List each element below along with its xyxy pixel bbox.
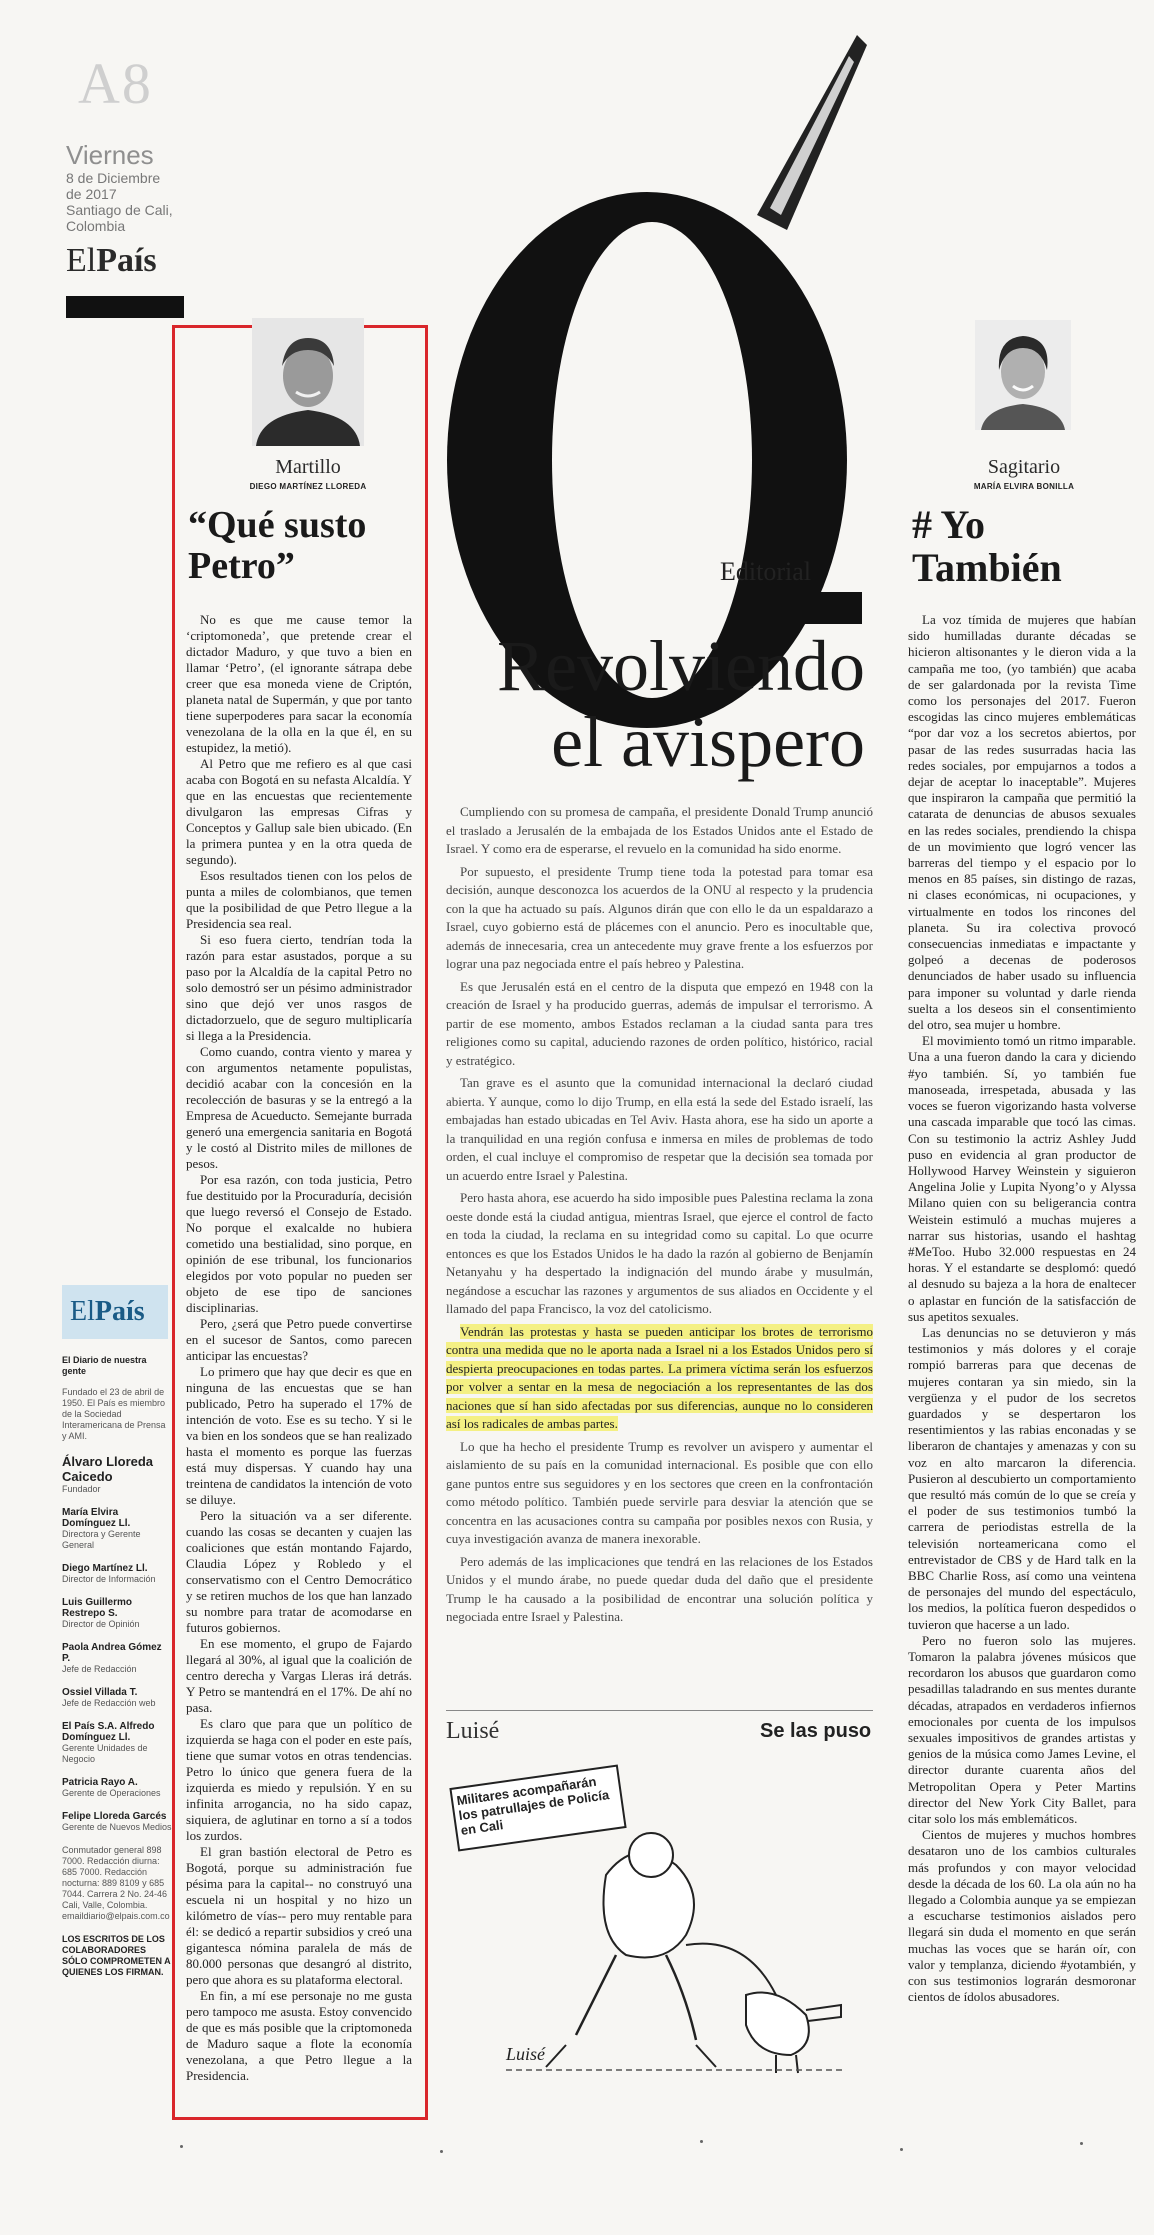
person-role: Director de Opinión — [62, 1619, 140, 1629]
highlighted-text: Vendrán las protestas y hasta se pueden anticipar los brotes de terrorismo contra una medida que no le aporta nada a Israel ni a los Estados Unidos pero sí despierta preocupaciones en todas partes. La primera víctima serán los esfuerzos por volver a sentar en la mesa de negociación a los representantes de las dos naciones que sí han sido afectadas por sus diferencias, aunque no lo consideren así los radicales de ambas partes. — [446, 1323, 873, 1431]
logo-prefix: El — [70, 1296, 95, 1327]
scan-mark — [700, 2140, 703, 2143]
publication-day: Viernes — [66, 140, 154, 170]
person-name: María Elvira Domínguez Ll. — [62, 1507, 131, 1529]
columnist-photo — [975, 320, 1071, 430]
logo-prefix: El — [66, 242, 97, 279]
editorial-paragraph: Cumpliendo con su promesa de campaña, el presidente Donald Trump anunció el traslado a Jerusalén de la embajada de los Estados Unidos ante el Estado de Israel. Y como era de esperarse, el revuelo en la comunidad ha sido enorme. — [446, 804, 873, 856]
body-paragraph: Pero no fueron solo las mujeres. Tomaron la palabra jóvenes músicos que recordaron los abusos que guardaron como pesadillas taladrando en sus mentes durante décadas, atrapados en verdaderos infiernos emocionales por cuenta de los impulsos sexuales impositivos de grandes artistas y genios de la música como James Levine, el director durante cuarenta años del Metropolitan Opera y Peter Martins director del New York City Ballet, para citar solo los más emblemáticos. — [908, 1632, 1136, 1827]
publication-date — [66, 170, 176, 234]
header-bar — [66, 296, 184, 318]
editorial-label: Editorial — [720, 557, 811, 586]
column-body — [908, 612, 1136, 2005]
editorial-title — [440, 628, 865, 780]
person-name: Álvaro Lloreda Caicedo — [62, 1454, 154, 1484]
body-paragraph: Lo primero que hay que decir es que en ninguna de las encuestas que se han publicado, Petro ha superado el 17% de intención de voto. Ese es su techo. Y si le va bien en los sondeos que se han realizado hasta el momento es porque las fuerzas está muy dispersas. Y cuando hay una treintena de candidatos la intención de voto se diluye. — [186, 1364, 412, 1507]
scan-mark — [900, 2148, 903, 2151]
editorial-paragraph: Pero hasta ahora, ese acuerdo ha sido imposible pues Palestina reclama la zona oeste donde está la ciudad antigua, mientras Israel, que ejerce el control de facto en toda la ciudad, la reclama en su integridad como su capital. Lo que ocurre entonces es que los Estados Unidos le ha dado la razón al gobierno de Benjamín Netanyahu y ha despertado la indignación del mundo árabe y musulmán, negándose a escuchar las razones y argumentos de sus aliados en Occidente y el llamado del papa Francisco, la voz del catolicismo. — [446, 1190, 873, 1316]
masthead-person — [62, 1777, 172, 1799]
body-paragraph: Esos resultados tienen con los pelos de punta a miles de colombianos, que temen que la posibilidad de que Petro llegue a la Presidencia sea real. — [186, 868, 412, 931]
masthead-founding: Fundado el 23 de abril de 1950. El País es miembro de la Sociedad Interamericana de Prensa y AMI. — [62, 1387, 166, 1441]
date-line: Colombia — [66, 218, 126, 234]
masthead-person — [62, 1454, 172, 1495]
editorial-paragraph: Por supuesto, el presidente Trump tiene toda la potestad para tomar esa decisión, aunque desconozca los acuerdos de la ONU al respecto y la prudencia con la que ha actuado su país. Algunos dirán que con ello le da un espaldarazo a Israel, cuyo gobierno está de plácemes con el anuncio. Pero es inocultable que, además de innecesaria, crea un antecedente muy grave frente a los esfuerzos por lograr una paz negociada entre el país hebreo y Palestina. — [446, 863, 873, 971]
masthead-person — [62, 1642, 172, 1675]
person-name: Diego Martínez Ll. — [62, 1563, 148, 1574]
cartoon-section-title: Se las puso — [760, 1720, 872, 1742]
body-paragraph: Es claro que para que un político de izquierda se haga con el poder en este país, tiene que sumar votos en otras tendencias. Petro lo único que genera fuera de la izquierda es miedo y repulsión. Y en su infinita arrogancia, no ha sido capaz, siquiera, de aglutinar en torno a sí a todos los zurdos. — [186, 1716, 412, 1843]
scan-mark — [440, 2150, 443, 2153]
masthead — [62, 1355, 172, 1978]
body-paragraph: Como cuando, contra viento y marea y con argumentos netamente populistas, decidió acabar con la concesión en la recolección de basuras y se la entregó a la Empresa de Acueducto. Semejante burrada generó una emergencia sanitaria en Bogotá y le costó al Distrito miles de millones de pesos. — [186, 1044, 412, 1171]
column-body — [186, 612, 412, 2084]
cartoon-signature: Luisé — [506, 2044, 546, 2064]
person-role: Gerente Unidades de Negocio — [62, 1743, 148, 1764]
newspaper-logo — [66, 242, 157, 280]
scan-mark — [180, 2145, 183, 2148]
column-byline: MARÍA ELVIRA BONILLA — [973, 482, 1075, 491]
masthead-person — [62, 1687, 172, 1709]
person-role: Directora y Gerente General — [62, 1529, 141, 1550]
body-paragraph: Pero, ¿será que Petro puede convertirse en el sucesor de Santos, como parecen anticipar las encuestas? — [186, 1316, 412, 1363]
body-paragraph: Cientos de mujeres y muchos hombres desataron uno de los cambios culturales más profundos y con mayor velocidad desde la década de los 60. La ola aún no ha llegado a Colombia aunque ya se empiezan a escucharse testimonios aislados pero llegará sin duda el momento en que serán muchas las voces que se harán oír, con valor y templanza, diciendo #yotambién, y con sus testimonios lograrán desmoronar cientos de ídolos abusadores. — [908, 1827, 1136, 2005]
body-paragraph: Pero la situación va a ser diferente. cuando las cosas se decanten y cuajen las coaliciones que están montando Fajardo, Claudia López y Robledo y el conservatismo con el Centro Democrático y se retiren muchos de los que han lanzado su nombre para tratar de acomodarse en futuros gobiernos. — [186, 1508, 412, 1635]
person-role: Gerente de Nuevos Medios — [62, 1822, 172, 1832]
scan-mark — [1080, 2142, 1083, 2145]
editorial-paragraph-highlighted — [446, 1323, 873, 1434]
person-name: Paola Andrea Gómez P. — [62, 1642, 162, 1664]
editorial-bar — [752, 592, 862, 624]
column-byline: DIEGO MARTÍNEZ LLOREDA — [249, 482, 367, 491]
masthead-person — [62, 1507, 172, 1551]
editorial-title-line: Revolviendo — [497, 626, 865, 706]
logo-suffix: País — [94, 1296, 145, 1327]
editorial-title-line: el avispero — [551, 702, 865, 782]
page-number: A8 — [78, 51, 153, 116]
masthead-tagline: El Diario de nuestra gente — [62, 1355, 147, 1376]
person-name: Ossiel Villada T. — [62, 1687, 138, 1698]
editorial-body — [446, 803, 873, 1631]
columnist-portrait — [975, 320, 1071, 430]
masthead-person — [62, 1811, 172, 1833]
big-o-accent-fill — [770, 56, 854, 215]
cartoon-caption: Militares acompañarán los patrullajes de Policía en Cali — [455, 1773, 611, 1838]
body-paragraph: La voz tímida de mujeres que habían sido humilladas durante décadas se hicieron altisonantes y le dieron vida a la campaña me too, (yo también) que acaba de ser galardonada por la revista Time como los personajes del 2017. Fueron escogidas las cinco mujeres emblemáticas “por dar voz a los secretos abiertos, por pasar de las redes susurradas hacia las redes sociales, por empujarnos a todos a dejar de aceptar lo inaceptable”. Mujeres que inspiraron la campaña que permitió la catarata de denuncias de abusos sexuales en las redes sociales, prendiendo la chispa de un movimiento que logró vencer las barreras del tiempo y el espacio por lo menos en 85 países, sin distingo de razas, ni clases económicas, ni ocupaciones, y virtualmente en todos los rincones del planeta. Su ira colectiva provocó consecuencias inmediatas e impactante y golpeó a decenas de poderosos denunciados de haber usado su influencia para imponer su voluntad y darle rienda suelta a los deseos sin el consentimiento del otro, sea mujer u hombre. — [908, 612, 1136, 1033]
body-paragraph: Al Petro que me refiero es al que casi acaba con Bogotá en su nefasta Alcaldía. Y que en las encuestas que recientemente divulgaron las empresas Cifras y Conceptos y Gallup sale bien ubicado. (En la primera puntea y en la otra queda de segundo). — [186, 756, 412, 867]
editorial-paragraph: Tan grave es el asunto que la comunidad internacional la declaró ciudad abierta. Y aunque, como lo dijo Trump, en ella está la sede del Estado israelí, las embajadas han estado ubicadas en Tel Aviv. Hasta ahora, ese ha sido un aporte a la tranquilidad en una región confusa e inmersa en miles de problemas de todo orden, el cual incluye el compromiso de respetar que la decisión sea tomada por un acuerdo entre Israel y Palestina. — [446, 1075, 873, 1183]
cartoonist-name: Luisé — [446, 1718, 500, 1744]
date-line: Santiago de Cali, — [66, 202, 173, 218]
person-name: Luis Guillermo Restrepo S. — [62, 1597, 133, 1619]
columnist-portrait — [252, 318, 364, 446]
person-role: Director de Información — [62, 1574, 156, 1584]
person-name: Felipe Lloreda Garcés — [62, 1811, 167, 1822]
masthead-logo — [62, 1285, 168, 1339]
body-paragraph: El gran bastión electoral de Petro es Bogotá, porque su administración fue pésima para la capital-- no construyó una escuela ni un hospital y no hizo un kilómetro de vías-- pero muy rentable para él: se dedicó a repartir subsidios y creó una gigantesca nómina paralela de más de 80.000 personas que desangró al distrito, pero que ahora es su plataforma electoral. — [186, 1844, 412, 1987]
body-paragraph: En fin, a mí ese personaje no me gusta pero tampoco me asusta. Estoy convencido de que es más posible que la criptomoneda de Maduro saque a flote la economía venezolana, a que Petro llegue a la Presidencia. — [186, 1988, 412, 2083]
person-role: Jefe de Redacción — [62, 1664, 137, 1674]
date-line: 8 de Diciembre — [66, 170, 161, 186]
body-paragraph: El movimiento tomó un ritmo imparable. Una a una fueron dando la cara y diciendo #yo también. Sí, yo también fue manoseada, irrespetada, abusada y las voces se fueron vigorizando hasta volverse una cascada imparable que tocó las cimas. Con su testimonio la actriz Ashley Judd puso en evidencia al gran productor de Hollywood Harvey Weinstein y siguieron Angelina Jolie y Lupita Nyong’o y Alyssa Milano quien con su beligerancia contra Weistein estimuló a muchas mujeres a narrar sus historias, usando el hashtag #MeToo. Hubo 32.000 respuestas en 24 horas. Y el estandarte se desplomó: quedó al desnudo su bajeza a la hora de enaltecer o aplastar en función de la satisfacción de sus apetitos sexuales. — [908, 1033, 1136, 1324]
headline-line: # Yo — [912, 502, 985, 547]
person-role: Fundador — [62, 1484, 101, 1494]
editorial-paragraph: Es que Jerusalén está en el centro de la disputa que empezó en 1948 con la creación de Israel y ha producido guerras, además de impulsar el terrorismo. A partir de ese momento, ambos Estados reclaman a la ciudad santa para tres religiones como su capital, aduciendo razones de orden político, histórico, racial y estratégico. — [446, 978, 873, 1068]
column-headline — [912, 503, 1137, 589]
logo-suffix: País — [96, 242, 157, 279]
masthead-person — [62, 1563, 172, 1585]
person-name: Patricia Rayo A. — [62, 1777, 138, 1788]
columnist-photo — [252, 318, 364, 446]
masthead-disclaimer: LOS ESCRITOS DE LOS COLABORADORES SÓLO COMPROMETEN A QUIENES LOS FIRMAN. — [62, 1934, 171, 1977]
column-headline: “Qué susto Petro” — [188, 504, 367, 587]
body-paragraph: Por esa razón, con toda justicia, Petro fue destituido por la Procuraduría, decisión que luego reversó el Consejo de Estado. No porque el exalcalde no hubiera cometido una bestialidad, sino porque, en opinión de ese tribunal, los funcionarios elegidos por voto popular no pueden ser objeto de ese tipo de sanciones disciplinarias. — [186, 1172, 412, 1315]
body-paragraph: En ese momento, el grupo de Fajardo llegará al 30%, al igual que la coalición de centro derecha y Vargas Lleras irá detrás. Y Petro se mantendrá en el 17%. De ahí no pasa. — [186, 1636, 412, 1715]
headline-line: También — [912, 545, 1062, 590]
body-paragraph: Las denuncias no se detuvieron y más testimonios y más dolores y el coraje rompió barreras para que decenas de mujeres contaran ya sin miedo, sin la vergüenza y el pudor de los secretos guardados y se despertaron los resentimientos y las rabias enconadas y se liberaron de chantajes y amenazas y con su voz en alto marcaron la diferencia. Pusieron al descubierto un comportamiento que resultó más común de lo que se creía y el poder de sus testimonios tumbó la carrera de periodistas estrella de la televisión norteamericana como el entrevistador de CBS y de Hard talk en la BBC Charlie Ross, así como una veintena de personajes del mundo del espectáculo, los medios, la política fueron despedidos o tuvieron que hacerse a un lado. — [908, 1324, 1136, 1632]
masthead-person — [62, 1597, 172, 1630]
body-paragraph: Si eso fuera cierto, tendrían toda la razón para estar asustados, porque a su paso por la Alcaldía de la capital Petro no solo demostró ser un pésimo administrador sino que dejó ver unos rasgos de dictadorzuelo, que de seguro multiplicaría si llega a la Presidencia. — [186, 932, 412, 1043]
masthead-person — [62, 1721, 172, 1765]
column-title: Martillo — [275, 456, 341, 478]
masthead-contact: Conmutador general 898 7000. Redacción diurna: 685 7000. Redacción nocturna: 889 8109 y 685 7044. Carrera 2 No. 24-46 Cali, Valle, Colombia. emaildiario@elpais.com.co — [62, 1845, 170, 1921]
editorial-paragraph: Pero además de las implicaciones que tendrá en las relaciones de los Estados Unidos y el mundo árabe, no puede quedar duda del daño que el presidente Trump le ha causado a la posibilidad de encontrar una solución política y negociada entre Israel y Palestina. — [446, 1553, 873, 1624]
person-name: El País S.A. Alfredo Domínguez Ll. — [62, 1721, 155, 1743]
date-line: de 2017 — [66, 186, 117, 202]
column-title: Sagitario — [987, 456, 1061, 478]
body-paragraph: No es que me cause temor la ‘criptomoneda’, que pretende crear el dictador Maduro, y que tuvo a bien en llamar ‘Petro’, (el ignorante sátrapa debe creer que esa moneda viene de Criptón, planeta natal de Supermán, y que por tanto tiene superpoderes para sacar la economía venezolana de la olla en la que él, en su estupidez, la metió). — [186, 612, 412, 755]
person-role: Gerente de Operaciones — [62, 1788, 161, 1798]
person-role: Jefe de Redacción web — [62, 1698, 156, 1708]
cartoon-divider — [446, 1710, 873, 1711]
editorial-paragraph: Lo que ha hecho el presidente Trump es revolver un avispero y aumentar el aislamiento de su país en la comunidad internacional. Es posible que con ello gane puntos entre sus seguidores y en los sectores que creen en la confrontación como método político. También puede servirle para desviar la atención que se concentra en las acusaciones contra su campaña por posibles nexos con Rusia, y cuya investigación avanza de manera inexorable. — [446, 1438, 873, 1546]
